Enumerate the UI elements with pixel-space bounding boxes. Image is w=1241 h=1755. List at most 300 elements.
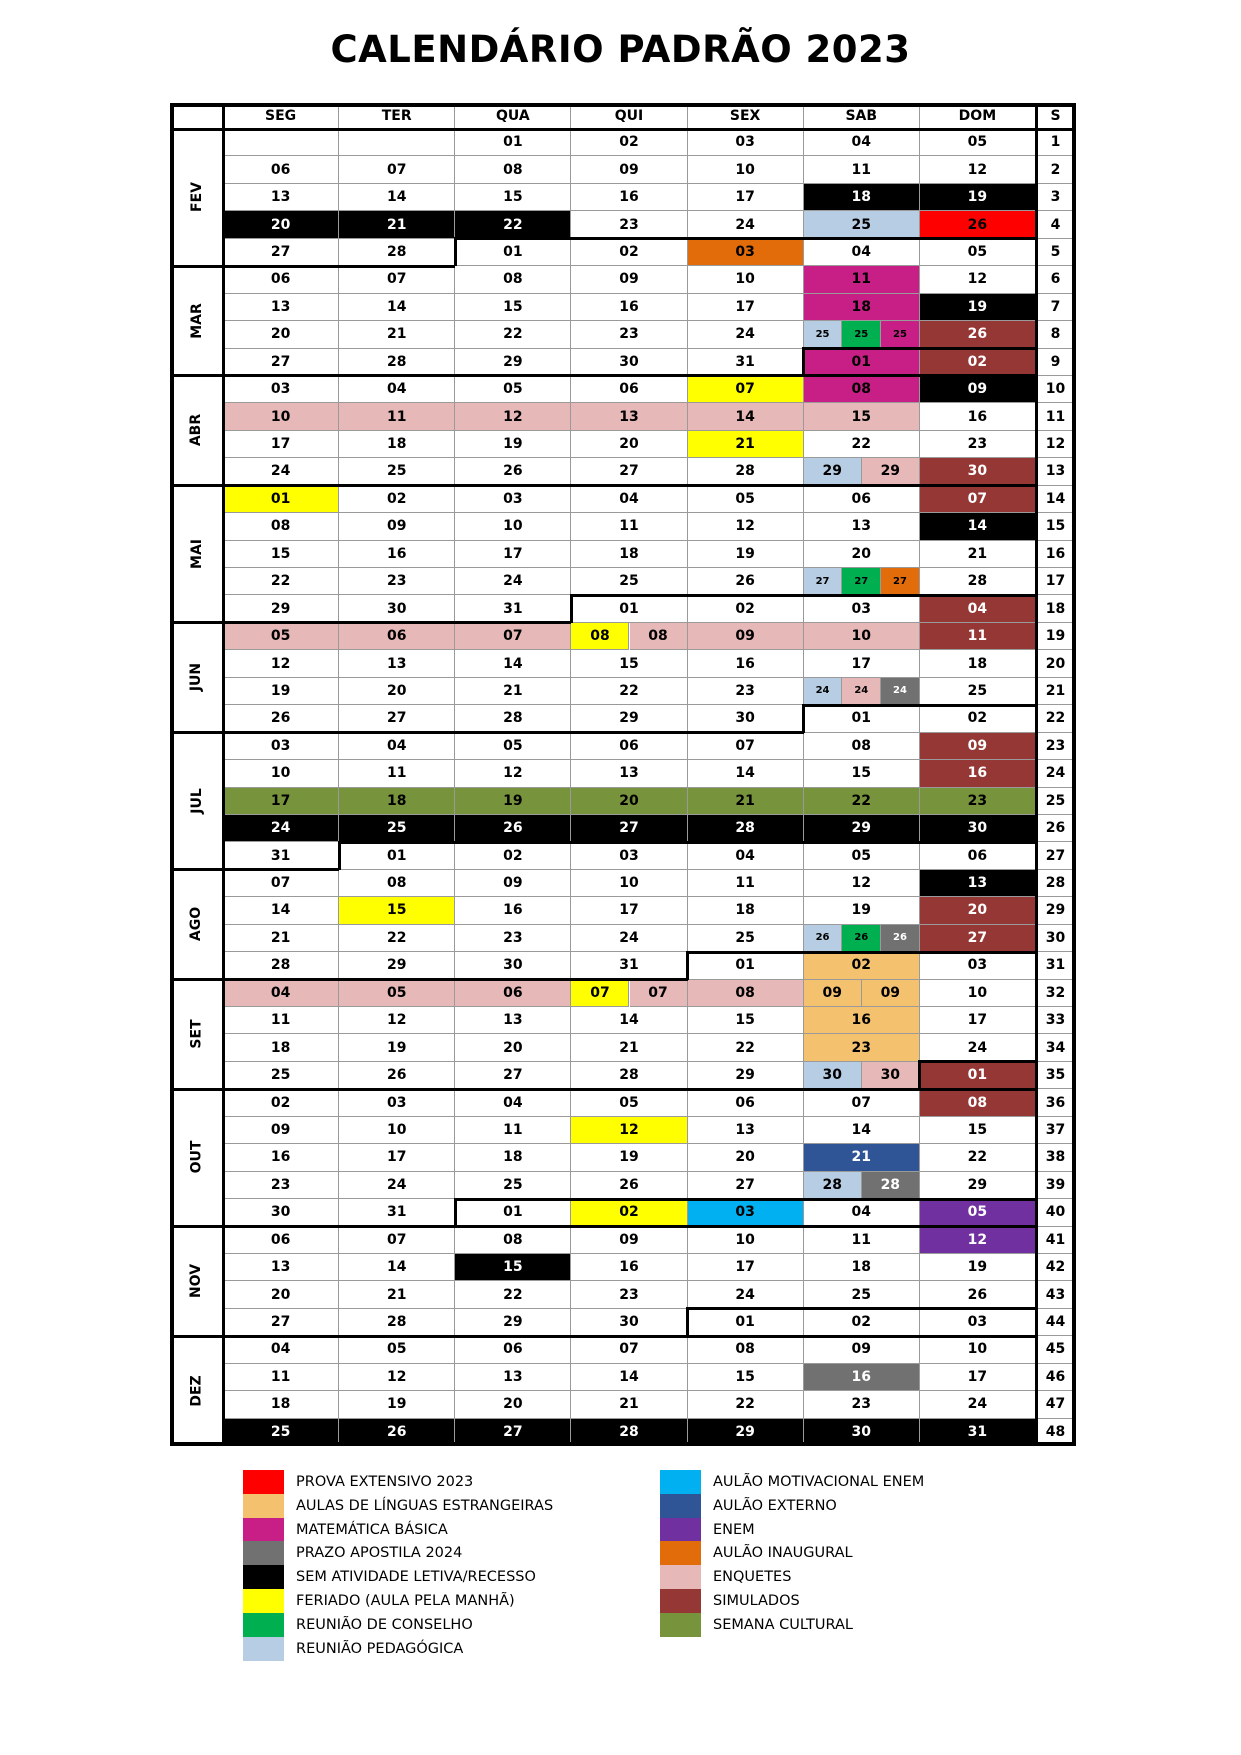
day-cell[interactable]: 28 (339, 239, 455, 266)
day-cell[interactable]: 09 (339, 513, 455, 540)
day-cell[interactable]: 10 (223, 760, 339, 787)
day-cell[interactable]: 01 (455, 239, 571, 266)
day-cell[interactable]: 02 (920, 705, 1036, 732)
day-cell[interactable]: 04 (455, 1089, 571, 1116)
day-cell[interactable]: 30 (804, 1419, 920, 1446)
day-cell[interactable]: 08 (688, 1336, 804, 1363)
day-cell[interactable]: 04 (571, 486, 687, 513)
day-cell[interactable]: 21 (688, 431, 804, 458)
day-cell[interactable]: 27 (455, 1062, 571, 1089)
day-cell[interactable]: 29 (688, 1419, 804, 1446)
day-cell[interactable]: 11 (223, 1364, 339, 1391)
day-cell[interactable]: 09 (804, 980, 862, 1007)
day-cell[interactable]: 27 (223, 1309, 339, 1336)
day-cell[interactable]: 28 (688, 815, 804, 842)
day-cell[interactable]: 03 (688, 129, 804, 156)
day-cell[interactable]: 16 (920, 760, 1036, 787)
day-cell[interactable]: 25 (804, 211, 920, 238)
day-cell[interactable]: 04 (804, 239, 920, 266)
day-cell[interactable]: 11 (920, 623, 1036, 650)
day-cell[interactable]: 17 (920, 1364, 1036, 1391)
day-cell[interactable]: 20 (223, 1281, 339, 1308)
day-cell[interactable]: 14 (455, 650, 571, 677)
day-cell[interactable] (339, 129, 455, 156)
day-cell[interactable]: 25 (455, 1172, 571, 1199)
day-cell[interactable]: 08 (688, 980, 804, 1007)
day-cell[interactable]: 07 (688, 376, 804, 403)
day-cell[interactable]: 13 (920, 870, 1036, 897)
day-cell[interactable]: 17 (688, 184, 804, 211)
day-cell[interactable]: 02 (455, 842, 571, 869)
day-cell[interactable]: 16 (688, 650, 804, 677)
day-cell[interactable]: 03 (223, 376, 339, 403)
day-cell[interactable]: 24 (571, 925, 687, 952)
day-cell[interactable]: 27 (571, 815, 687, 842)
day-cell[interactable]: 07 (920, 486, 1036, 513)
day-cell[interactable]: 06 (455, 1336, 571, 1363)
day-cell[interactable]: 13 (804, 513, 920, 540)
day-cell[interactable]: 07 (804, 1089, 920, 1116)
day-cell[interactable]: 16 (455, 897, 571, 924)
day-cell[interactable]: 22 (688, 1391, 804, 1418)
day-cell[interactable]: 17 (688, 1254, 804, 1281)
day-cell[interactable]: 06 (223, 1227, 339, 1254)
day-cell[interactable]: 02 (688, 595, 804, 622)
day-cell[interactable]: 19 (455, 788, 571, 815)
day-cell[interactable]: 09 (455, 870, 571, 897)
day-cell[interactable]: 03 (455, 486, 571, 513)
day-cell[interactable]: 25 (804, 321, 843, 348)
day-cell[interactable]: 26 (571, 1172, 687, 1199)
day-cell[interactable]: 11 (804, 156, 920, 183)
day-cell[interactable]: 17 (223, 788, 339, 815)
day-cell[interactable]: 05 (339, 1336, 455, 1363)
day-cell[interactable]: 30 (571, 349, 687, 376)
day-cell[interactable]: 05 (571, 1089, 687, 1116)
day-cell[interactable]: 11 (804, 1227, 920, 1254)
day-cell[interactable]: 19 (688, 541, 804, 568)
day-cell[interactable]: 26 (339, 1419, 455, 1446)
day-cell[interactable]: 06 (223, 156, 339, 183)
day-cell[interactable]: 17 (223, 431, 339, 458)
day-cell[interactable]: 20 (223, 211, 339, 238)
day-cell[interactable]: 22 (223, 568, 339, 595)
day-cell[interactable]: 02 (804, 1309, 920, 1336)
day-cell[interactable]: 06 (571, 733, 687, 760)
day-cell[interactable]: 27 (571, 458, 687, 485)
day-cell[interactable]: 23 (804, 1391, 920, 1418)
day-cell[interactable]: 23 (455, 925, 571, 952)
day-cell[interactable]: 16 (223, 1144, 339, 1171)
day-cell[interactable]: 30 (223, 1199, 339, 1226)
day-cell[interactable]: 18 (571, 541, 687, 568)
day-cell[interactable]: 30 (339, 595, 455, 622)
day-cell[interactable]: 17 (688, 294, 804, 321)
day-cell[interactable]: 23 (223, 1172, 339, 1199)
day-cell[interactable]: 13 (688, 1117, 804, 1144)
day-cell[interactable]: 29 (571, 705, 687, 732)
day-cell[interactable]: 22 (804, 788, 920, 815)
day-cell[interactable]: 03 (920, 952, 1036, 979)
day-cell[interactable]: 29 (455, 1309, 571, 1336)
day-cell[interactable]: 04 (339, 733, 455, 760)
day-cell[interactable]: 08 (571, 623, 629, 650)
day-cell[interactable]: 27 (455, 1419, 571, 1446)
day-cell[interactable]: 28 (571, 1419, 687, 1446)
day-cell[interactable]: 05 (223, 623, 339, 650)
day-cell[interactable]: 23 (571, 1281, 687, 1308)
day-cell[interactable]: 15 (223, 541, 339, 568)
day-cell[interactable]: 02 (920, 349, 1036, 376)
day-cell[interactable]: 10 (920, 1336, 1036, 1363)
day-cell[interactable]: 08 (223, 513, 339, 540)
day-cell[interactable]: 17 (804, 650, 920, 677)
day-cell[interactable]: 27 (223, 349, 339, 376)
day-cell[interactable]: 14 (688, 760, 804, 787)
day-cell[interactable]: 14 (223, 897, 339, 924)
day-cell[interactable]: 25 (842, 321, 881, 348)
day-cell[interactable]: 22 (688, 1034, 804, 1061)
day-cell[interactable]: 13 (339, 650, 455, 677)
day-cell[interactable]: 28 (571, 1062, 687, 1089)
day-cell[interactable]: 10 (804, 623, 920, 650)
day-cell[interactable]: 29 (804, 458, 862, 485)
day-cell[interactable]: 09 (571, 1227, 687, 1254)
day-cell[interactable]: 10 (688, 266, 804, 293)
day-cell[interactable]: 15 (920, 1117, 1036, 1144)
day-cell[interactable]: 19 (920, 294, 1036, 321)
day-cell[interactable]: 01 (688, 1309, 804, 1336)
day-cell[interactable]: 22 (571, 678, 687, 705)
day-cell[interactable]: 20 (804, 541, 920, 568)
day-cell[interactable]: 12 (455, 403, 571, 430)
day-cell[interactable]: 13 (223, 1254, 339, 1281)
day-cell[interactable]: 07 (455, 623, 571, 650)
day-cell[interactable]: 26 (688, 568, 804, 595)
day-cell[interactable]: 31 (571, 952, 687, 979)
day-cell[interactable]: 17 (455, 541, 571, 568)
day-cell[interactable]: 25 (339, 815, 455, 842)
day-cell[interactable]: 02 (339, 486, 455, 513)
day-cell[interactable]: 21 (920, 541, 1036, 568)
day-cell[interactable]: 29 (920, 1172, 1036, 1199)
day-cell[interactable]: 11 (688, 870, 804, 897)
day-cell[interactable]: 24 (223, 458, 339, 485)
day-cell[interactable]: 28 (339, 349, 455, 376)
day-cell[interactable]: 25 (571, 568, 687, 595)
day-cell[interactable]: 06 (804, 486, 920, 513)
day-cell[interactable]: 16 (571, 294, 687, 321)
day-cell[interactable]: 16 (339, 541, 455, 568)
day-cell[interactable]: 05 (339, 980, 455, 1007)
day-cell[interactable]: 07 (223, 870, 339, 897)
day-cell[interactable]: 20 (920, 897, 1036, 924)
day-cell[interactable]: 13 (571, 760, 687, 787)
day-cell[interactable]: 19 (804, 897, 920, 924)
day-cell[interactable]: 30 (920, 458, 1036, 485)
day-cell[interactable]: 29 (223, 595, 339, 622)
day-cell[interactable]: 12 (688, 513, 804, 540)
day-cell[interactable]: 28 (339, 1309, 455, 1336)
day-cell[interactable]: 10 (571, 870, 687, 897)
day-cell[interactable]: 04 (804, 1199, 920, 1226)
day-cell[interactable]: 25 (804, 1281, 920, 1308)
day-cell[interactable]: 12 (920, 156, 1036, 183)
day-cell[interactable]: 22 (804, 431, 920, 458)
day-cell[interactable]: 01 (571, 595, 687, 622)
day-cell[interactable]: 31 (920, 1419, 1036, 1446)
day-cell[interactable]: 12 (920, 1227, 1036, 1254)
day-cell[interactable]: 13 (223, 184, 339, 211)
day-cell[interactable]: 25 (223, 1419, 339, 1446)
day-cell[interactable]: 24 (339, 1172, 455, 1199)
day-cell[interactable]: 19 (339, 1391, 455, 1418)
day-cell[interactable]: 07 (630, 980, 688, 1007)
day-cell[interactable]: 09 (920, 376, 1036, 403)
day-cell[interactable]: 28 (223, 952, 339, 979)
day-cell[interactable]: 30 (688, 705, 804, 732)
day-cell[interactable]: 24 (688, 1281, 804, 1308)
day-cell[interactable]: 08 (804, 733, 920, 760)
day-cell[interactable]: 28 (920, 568, 1036, 595)
day-cell[interactable]: 14 (804, 1117, 920, 1144)
day-cell[interactable]: 21 (804, 1144, 920, 1171)
day-cell[interactable]: 20 (688, 1144, 804, 1171)
day-cell[interactable]: 29 (688, 1062, 804, 1089)
day-cell[interactable]: 25 (881, 321, 920, 348)
day-cell[interactable]: 20 (339, 678, 455, 705)
day-cell[interactable]: 13 (455, 1364, 571, 1391)
day-cell[interactable]: 08 (455, 1227, 571, 1254)
day-cell[interactable]: 04 (920, 595, 1036, 622)
day-cell[interactable]: 07 (688, 733, 804, 760)
day-cell[interactable]: 12 (920, 266, 1036, 293)
day-cell[interactable]: 21 (571, 1391, 687, 1418)
day-cell[interactable]: 05 (804, 842, 920, 869)
day-cell[interactable]: 22 (455, 1281, 571, 1308)
day-cell[interactable]: 08 (920, 1089, 1036, 1116)
day-cell[interactable]: 24 (455, 568, 571, 595)
day-cell[interactable]: 13 (571, 403, 687, 430)
day-cell[interactable]: 20 (571, 788, 687, 815)
day-cell[interactable] (223, 129, 339, 156)
day-cell[interactable]: 28 (862, 1172, 920, 1199)
day-cell[interactable]: 01 (455, 129, 571, 156)
day-cell[interactable]: 03 (804, 595, 920, 622)
day-cell[interactable]: 15 (804, 760, 920, 787)
day-cell[interactable]: 07 (339, 156, 455, 183)
day-cell[interactable]: 19 (571, 1144, 687, 1171)
day-cell[interactable]: 09 (571, 266, 687, 293)
day-cell[interactable]: 28 (688, 458, 804, 485)
day-cell[interactable]: 09 (688, 623, 804, 650)
day-cell[interactable]: 05 (688, 486, 804, 513)
day-cell[interactable]: 16 (571, 184, 687, 211)
day-cell[interactable]: 01 (920, 1062, 1036, 1089)
day-cell[interactable]: 31 (339, 1199, 455, 1226)
day-cell[interactable]: 03 (920, 1309, 1036, 1336)
day-cell[interactable]: 08 (630, 623, 688, 650)
day-cell[interactable]: 24 (920, 1391, 1036, 1418)
day-cell[interactable]: 03 (339, 1089, 455, 1116)
day-cell[interactable]: 23 (571, 321, 687, 348)
day-cell[interactable]: 17 (571, 897, 687, 924)
day-cell[interactable]: 29 (455, 349, 571, 376)
day-cell[interactable]: 21 (571, 1034, 687, 1061)
day-cell[interactable]: 01 (804, 349, 920, 376)
day-cell[interactable]: 08 (455, 156, 571, 183)
day-cell[interactable]: 19 (920, 184, 1036, 211)
day-cell[interactable]: 10 (339, 1117, 455, 1144)
day-cell[interactable]: 16 (920, 403, 1036, 430)
day-cell[interactable]: 09 (920, 733, 1036, 760)
day-cell[interactable]: 25 (688, 925, 804, 952)
day-cell[interactable]: 30 (804, 1062, 862, 1089)
day-cell[interactable]: 08 (339, 870, 455, 897)
day-cell[interactable]: 25 (223, 1062, 339, 1089)
day-cell[interactable]: 09 (223, 1117, 339, 1144)
day-cell[interactable]: 05 (455, 376, 571, 403)
day-cell[interactable]: 21 (688, 788, 804, 815)
day-cell[interactable]: 27 (920, 925, 1036, 952)
day-cell[interactable]: 17 (920, 1007, 1036, 1034)
day-cell[interactable]: 26 (455, 815, 571, 842)
day-cell[interactable]: 24 (842, 678, 881, 705)
day-cell[interactable]: 26 (920, 1281, 1036, 1308)
day-cell[interactable]: 30 (455, 952, 571, 979)
day-cell[interactable]: 26 (881, 925, 920, 952)
day-cell[interactable]: 24 (920, 1034, 1036, 1061)
day-cell[interactable]: 18 (339, 788, 455, 815)
day-cell[interactable]: 31 (688, 349, 804, 376)
day-cell[interactable]: 27 (804, 568, 843, 595)
day-cell[interactable]: 14 (688, 403, 804, 430)
day-cell[interactable]: 10 (688, 156, 804, 183)
day-cell[interactable]: 02 (571, 1199, 687, 1226)
day-cell[interactable]: 01 (804, 705, 920, 732)
day-cell[interactable]: 25 (339, 458, 455, 485)
day-cell[interactable]: 16 (804, 1364, 920, 1391)
day-cell[interactable]: 21 (339, 1281, 455, 1308)
day-cell[interactable]: 18 (920, 650, 1036, 677)
day-cell[interactable]: 12 (455, 760, 571, 787)
day-cell[interactable]: 29 (339, 952, 455, 979)
day-cell[interactable]: 06 (920, 842, 1036, 869)
day-cell[interactable]: 28 (804, 1172, 862, 1199)
day-cell[interactable]: 10 (455, 513, 571, 540)
day-cell[interactable]: 24 (223, 815, 339, 842)
day-cell[interactable]: 24 (688, 321, 804, 348)
day-cell[interactable]: 27 (339, 705, 455, 732)
day-cell[interactable]: 22 (920, 1144, 1036, 1171)
day-cell[interactable]: 21 (455, 678, 571, 705)
day-cell[interactable]: 19 (223, 678, 339, 705)
day-cell[interactable]: 01 (688, 952, 804, 979)
day-cell[interactable]: 22 (455, 321, 571, 348)
day-cell[interactable]: 09 (571, 156, 687, 183)
day-cell[interactable]: 27 (223, 239, 339, 266)
day-cell[interactable]: 15 (688, 1364, 804, 1391)
day-cell[interactable]: 10 (920, 980, 1036, 1007)
day-cell[interactable]: 08 (455, 266, 571, 293)
day-cell[interactable]: 30 (920, 815, 1036, 842)
day-cell[interactable]: 19 (339, 1034, 455, 1061)
day-cell[interactable]: 11 (339, 403, 455, 430)
day-cell[interactable]: 04 (339, 376, 455, 403)
day-cell[interactable]: 18 (223, 1391, 339, 1418)
day-cell[interactable]: 13 (455, 1007, 571, 1034)
day-cell[interactable]: 04 (688, 842, 804, 869)
day-cell[interactable]: 23 (339, 568, 455, 595)
day-cell[interactable]: 03 (223, 733, 339, 760)
day-cell[interactable]: 27 (688, 1172, 804, 1199)
day-cell[interactable]: 16 (571, 1254, 687, 1281)
day-cell[interactable]: 03 (571, 842, 687, 869)
day-cell[interactable]: 01 (339, 842, 455, 869)
day-cell[interactable]: 05 (920, 1199, 1036, 1226)
day-cell[interactable]: 23 (804, 1034, 920, 1061)
day-cell[interactable]: 05 (920, 129, 1036, 156)
day-cell[interactable]: 31 (223, 842, 339, 869)
day-cell[interactable]: 02 (804, 952, 920, 979)
day-cell[interactable]: 15 (455, 294, 571, 321)
day-cell[interactable]: 04 (804, 129, 920, 156)
day-cell[interactable]: 06 (688, 1089, 804, 1116)
day-cell[interactable]: 26 (920, 321, 1036, 348)
day-cell[interactable]: 03 (688, 239, 804, 266)
day-cell[interactable]: 18 (339, 431, 455, 458)
day-cell[interactable]: 15 (804, 403, 920, 430)
day-cell[interactable]: 21 (223, 925, 339, 952)
day-cell[interactable]: 07 (571, 1336, 687, 1363)
day-cell[interactable]: 19 (920, 1254, 1036, 1281)
day-cell[interactable]: 20 (455, 1391, 571, 1418)
day-cell[interactable]: 23 (571, 211, 687, 238)
day-cell[interactable]: 15 (455, 1254, 571, 1281)
day-cell[interactable]: 30 (862, 1062, 920, 1089)
day-cell[interactable]: 12 (223, 650, 339, 677)
day-cell[interactable]: 05 (455, 733, 571, 760)
day-cell[interactable]: 12 (571, 1117, 687, 1144)
day-cell[interactable]: 08 (804, 376, 920, 403)
day-cell[interactable]: 18 (223, 1034, 339, 1061)
day-cell[interactable]: 11 (571, 513, 687, 540)
day-cell[interactable]: 23 (688, 678, 804, 705)
day-cell[interactable]: 07 (339, 1227, 455, 1254)
day-cell[interactable]: 04 (223, 980, 339, 1007)
day-cell[interactable]: 14 (339, 184, 455, 211)
day-cell[interactable]: 22 (339, 925, 455, 952)
day-cell[interactable]: 27 (842, 568, 881, 595)
day-cell[interactable]: 11 (339, 760, 455, 787)
day-cell[interactable]: 09 (862, 980, 920, 1007)
day-cell[interactable]: 06 (455, 980, 571, 1007)
day-cell[interactable]: 11 (223, 1007, 339, 1034)
day-cell[interactable]: 06 (571, 376, 687, 403)
day-cell[interactable]: 06 (339, 623, 455, 650)
day-cell[interactable]: 25 (920, 678, 1036, 705)
day-cell[interactable]: 18 (804, 1254, 920, 1281)
day-cell[interactable]: 07 (339, 266, 455, 293)
day-cell[interactable]: 30 (571, 1309, 687, 1336)
day-cell[interactable]: 23 (920, 788, 1036, 815)
day-cell[interactable]: 18 (688, 897, 804, 924)
day-cell[interactable]: 05 (920, 239, 1036, 266)
day-cell[interactable]: 01 (455, 1199, 571, 1226)
day-cell[interactable]: 31 (455, 595, 571, 622)
day-cell[interactable]: 02 (571, 239, 687, 266)
day-cell[interactable]: 01 (223, 486, 339, 513)
